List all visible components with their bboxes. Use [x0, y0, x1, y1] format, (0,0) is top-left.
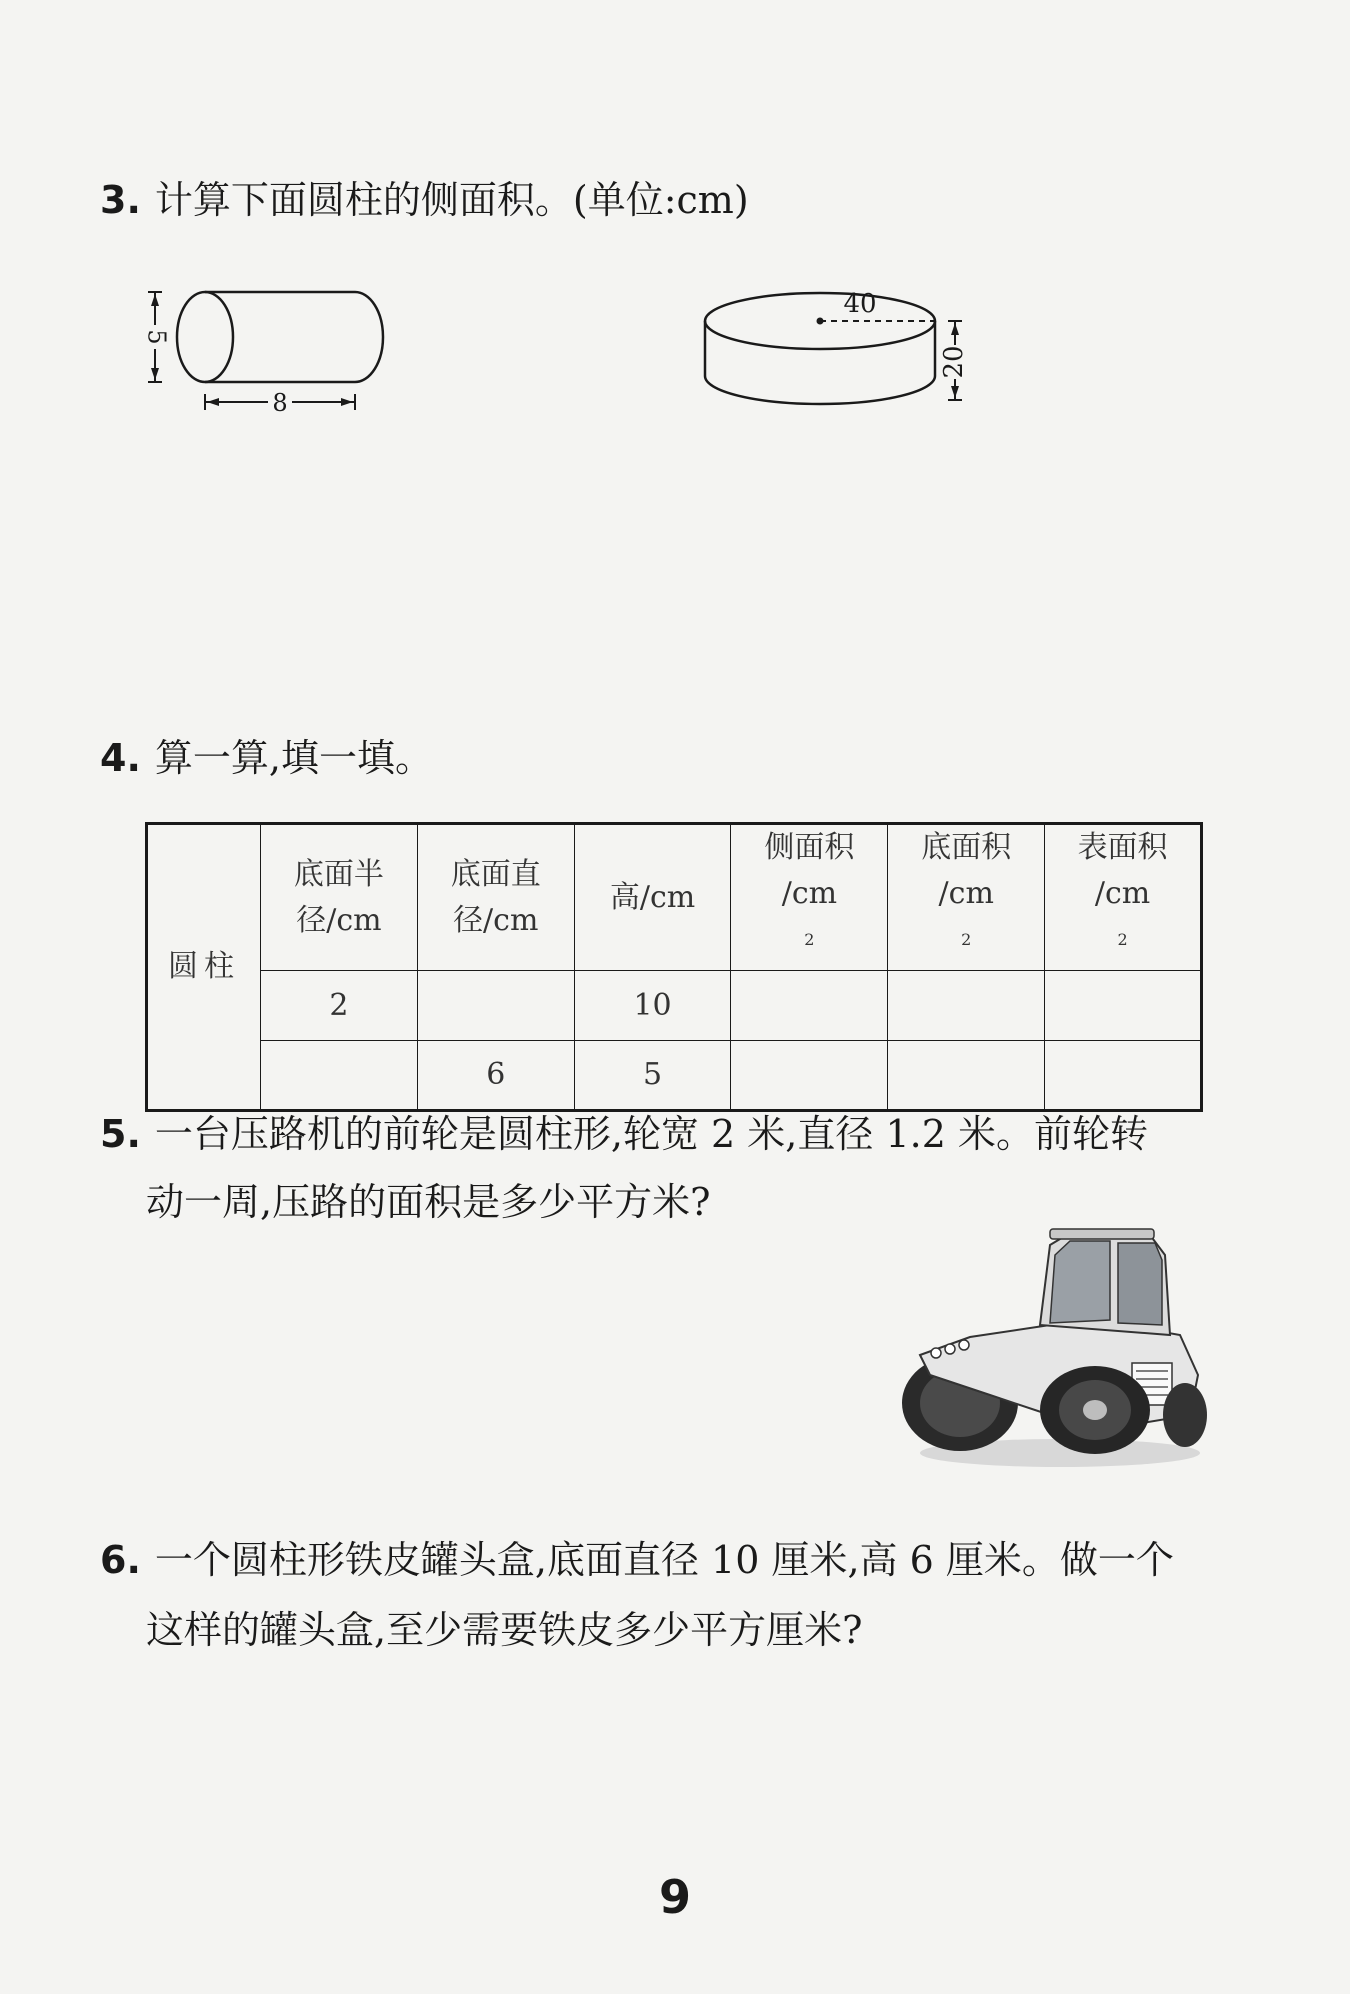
column-header: 底面半 径/cm [261, 824, 418, 971]
row-label: 圆柱 [147, 824, 261, 1111]
cylinder-horizontal-figure [140, 280, 400, 415]
question-4 [100, 724, 433, 792]
question-text: 算一算,填一填。 [154, 736, 433, 780]
question-number: 6. [100, 1538, 141, 1582]
dimension-label: 40 [843, 289, 877, 319]
road-roller-image [900, 1225, 1210, 1475]
table-cell[interactable] [888, 971, 1045, 1041]
question-6 [100, 1526, 1174, 1594]
table-cell[interactable]: 2 [261, 971, 418, 1041]
table-cell[interactable]: 10 [574, 971, 731, 1041]
question-text-continued: 这样的罐头盒,至少需要铁皮多少平方厘米? [146, 1608, 863, 1652]
page-number: 9 [658, 1870, 691, 1924]
dimension-label: 8 [272, 389, 288, 415]
cylinder-table [145, 822, 1203, 1112]
column-header: 高/cm [574, 824, 731, 971]
table-cell[interactable] [731, 971, 888, 1041]
table-cell[interactable]: 5 [574, 1041, 731, 1111]
table-cell[interactable] [1045, 971, 1202, 1041]
table-header-row [147, 824, 1202, 971]
question-3 [100, 166, 749, 234]
question-number: 5. [100, 1112, 141, 1156]
question-number: 4. [100, 736, 141, 780]
cylinder-flat-figure [690, 280, 1000, 420]
column-header: 表面积 /cm $^2$ [1045, 824, 1202, 971]
question-number: 3. [100, 178, 141, 222]
column-header: 侧面积 /cm $^2$ [731, 824, 888, 971]
question-text-continued: 动一周,压路的面积是多少平方米? [146, 1180, 711, 1224]
question-5 [100, 1100, 1148, 1168]
dimension-label: 5 [142, 329, 171, 345]
table-cell[interactable] [417, 971, 574, 1041]
table-cell[interactable]: 6 [417, 1041, 574, 1111]
question-text: 一台压路机的前轮是圆柱形,轮宽 2 米,直径 1.2 米。前轮转 [154, 1112, 1148, 1156]
question-text: 一个圆柱形铁皮罐头盒,底面直径 10 厘米,高 6 厘米。做一个 [154, 1538, 1174, 1582]
column-header: 底面直 径/cm [417, 824, 574, 971]
question-text: 计算下面圆柱的侧面积。(单位:cm) [154, 178, 749, 222]
column-header: 底面积 /cm $^2$ [888, 824, 1045, 971]
table-row [147, 971, 1202, 1041]
dimension-label: 20 [939, 345, 969, 379]
